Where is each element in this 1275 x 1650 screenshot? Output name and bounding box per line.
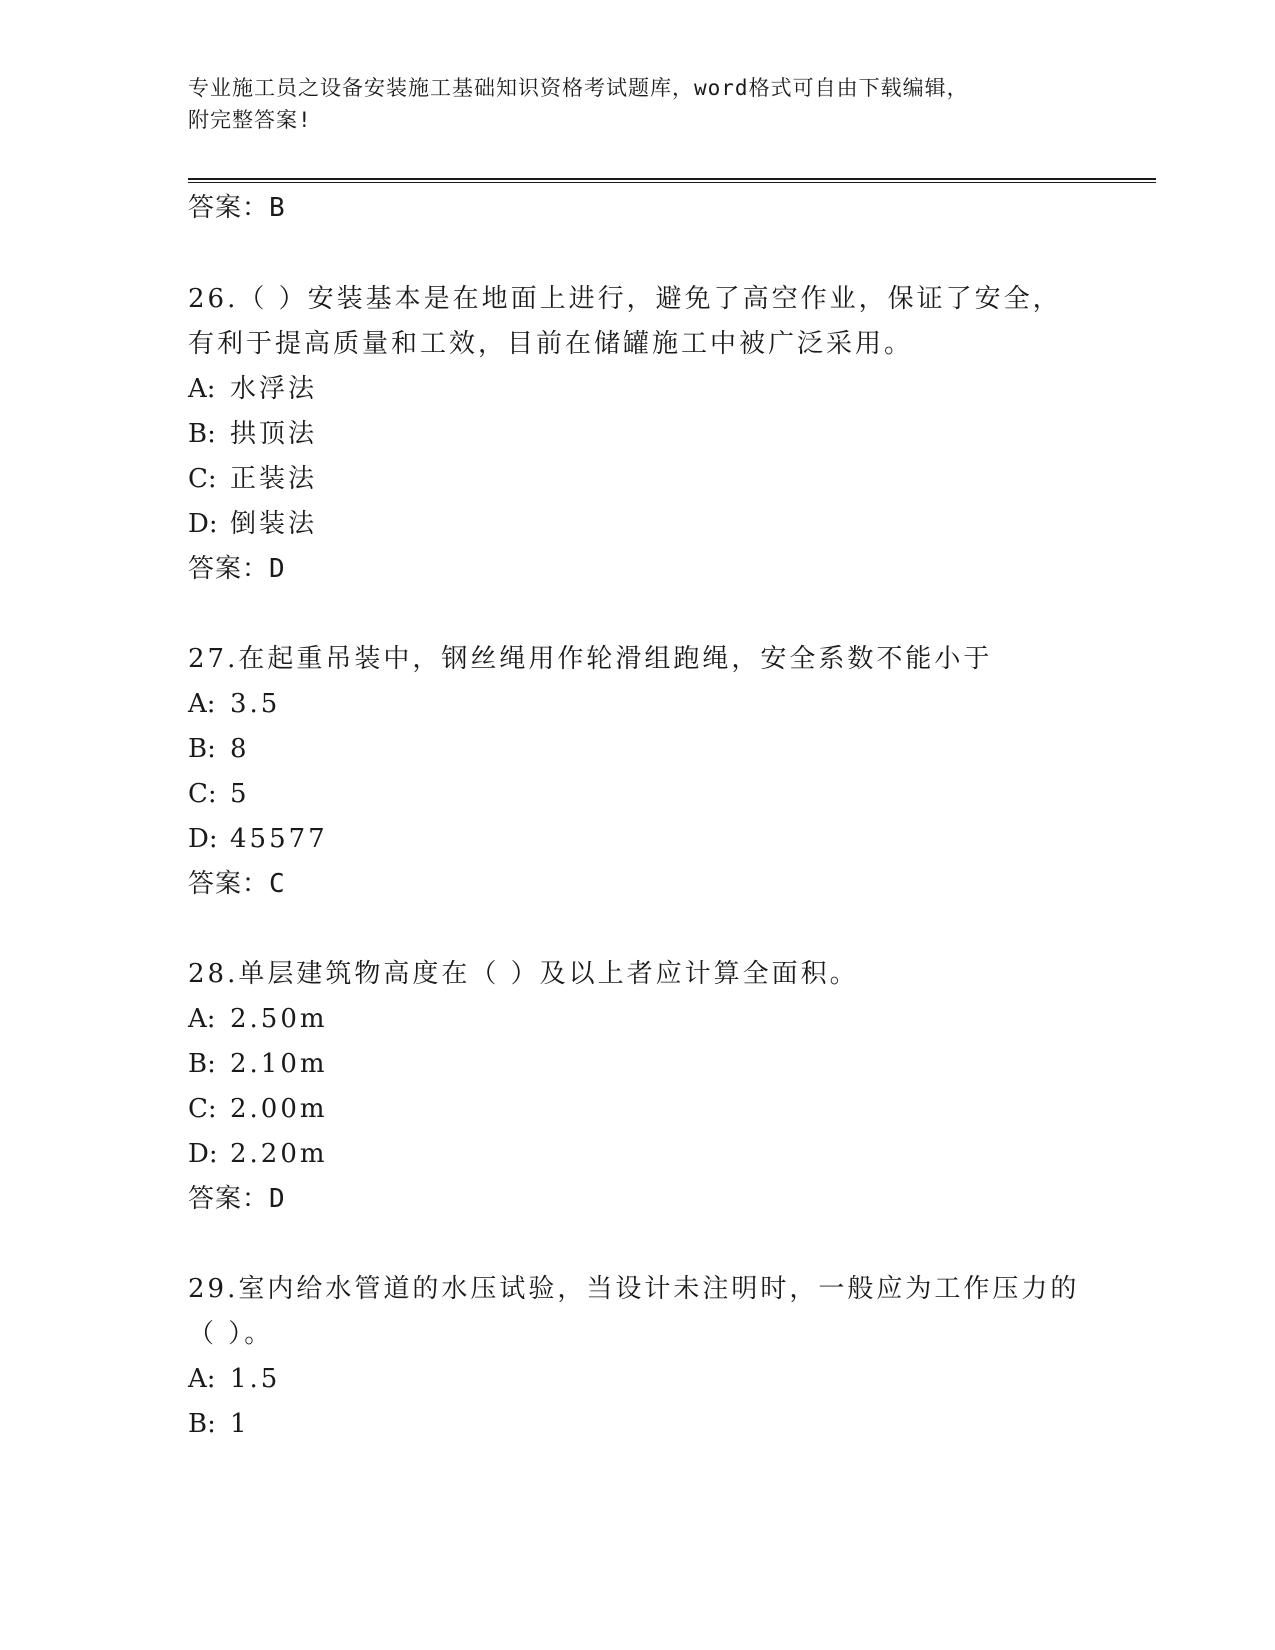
- option-key: D:: [188, 509, 218, 539]
- question-28-option-c: [188, 1093, 328, 1125]
- question-28-answer: 答案：D: [188, 1184, 286, 1214]
- question-29-stem-line-1: 29.室内给水管道的水压试验，当设计未注明时，一般应为工作压力的: [188, 1274, 1080, 1304]
- question-29-option-a: [188, 1363, 280, 1395]
- question-27-option-c: [188, 778, 250, 810]
- option-text: 2.50m: [230, 1004, 328, 1034]
- option-key: C:: [188, 779, 217, 809]
- option-text: 倒装法: [230, 509, 318, 539]
- option-key: C:: [188, 464, 217, 494]
- header-line-1: 专业施工员之设备安装施工基础知识资格考试题库，word格式可自由下载编辑，: [188, 76, 969, 100]
- question-28-stem-line-1: 28.单层建筑物高度在（ ）及以上者应计算全面积。: [188, 959, 859, 989]
- header-divider: [188, 178, 1156, 183]
- question-29-stem-line-2: （ ）。: [188, 1319, 274, 1349]
- document-header: [188, 72, 1088, 136]
- option-text: 1.5: [230, 1364, 281, 1394]
- question-26-option-b: [188, 418, 317, 450]
- option-key: A:: [188, 1364, 216, 1394]
- option-key: B:: [188, 419, 216, 449]
- question-28-option-d: [188, 1138, 328, 1170]
- question-28-option-a: [188, 1003, 328, 1035]
- option-key: A:: [188, 374, 216, 404]
- option-key: B:: [188, 1049, 216, 1079]
- question-29-option-b: [188, 1408, 250, 1440]
- option-key: D:: [188, 824, 218, 854]
- option-key: B:: [188, 734, 216, 764]
- question-26-option-a: [188, 373, 317, 405]
- question-28-option-b: [188, 1048, 328, 1080]
- option-text: 2.00m: [230, 1094, 328, 1124]
- question-26-option-c: [188, 463, 317, 495]
- option-text: 8: [230, 734, 250, 764]
- option-text: 2.10m: [230, 1049, 328, 1079]
- question-26-option-d: [188, 508, 317, 540]
- option-text: 5: [230, 779, 250, 809]
- option-key: A:: [188, 1004, 216, 1034]
- option-text: 水浮法: [230, 374, 318, 404]
- question-26-stem-line-2: 有利于提高质量和工效，目前在储罐施工中被广泛采用。: [188, 329, 914, 359]
- option-text: 2.20m: [230, 1139, 328, 1169]
- question-27-answer: 答案：C: [188, 869, 286, 899]
- question-27-option-b: [188, 733, 250, 765]
- answer-line: 答案：B: [188, 193, 286, 223]
- question-27-stem-line-1: 27.在起重吊装中，钢丝绳用作轮滑组跑绳，安全系数不能小于: [188, 644, 993, 674]
- option-text: 3.5: [230, 689, 281, 719]
- question-26-stem-line-1: 26.（ ）安装基本是在地面上进行，避免了高空作业，保证了安全，: [188, 284, 1062, 314]
- option-key: C:: [188, 1094, 217, 1124]
- header-line-2: 附完整答案!: [188, 108, 312, 132]
- option-text: 1: [230, 1409, 250, 1439]
- option-text: 45577: [230, 824, 328, 854]
- option-key: A:: [188, 689, 216, 719]
- option-text: 拱顶法: [230, 419, 318, 449]
- question-27-option-d: [188, 823, 328, 855]
- option-key: B:: [188, 1409, 216, 1439]
- question-26-answer: 答案：D: [188, 554, 286, 584]
- question-27-option-a: [188, 688, 280, 720]
- option-text: 正装法: [230, 464, 318, 494]
- option-key: D:: [188, 1139, 218, 1169]
